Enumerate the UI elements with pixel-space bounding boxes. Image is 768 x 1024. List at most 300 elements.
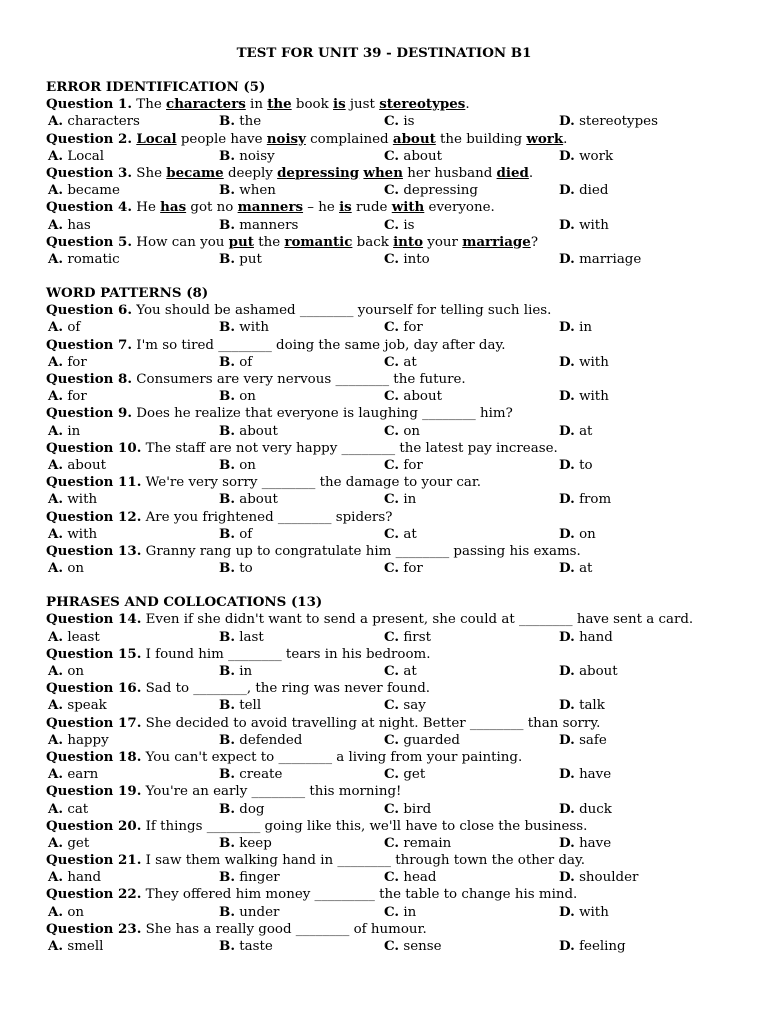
option-letter: A.: [48, 697, 64, 714]
option-letter: B.: [219, 869, 235, 886]
option-text: at: [579, 561, 593, 577]
answer-option-d: [559, 388, 609, 405]
question-number: Question 18.: [46, 748, 142, 765]
option-text: with: [579, 217, 609, 233]
option-letter: B.: [219, 422, 235, 439]
answer-option-a: [48, 354, 87, 371]
answer-option-c: [384, 354, 417, 371]
option-letter: D.: [559, 182, 575, 199]
option-text: at: [403, 664, 417, 679]
option-text: Local: [67, 148, 105, 164]
answer-option-b: [219, 526, 252, 543]
option-text: marriage: [579, 251, 642, 267]
underlined-word: put: [228, 233, 254, 250]
underlined-word: romantic: [284, 233, 353, 250]
question-line: [46, 680, 736, 697]
underlined-word: is: [333, 96, 346, 113]
question-number: Question 5.: [46, 233, 133, 250]
question-text: the: [253, 234, 285, 250]
option-letter: C.: [384, 903, 400, 920]
answer-option-d: [559, 182, 608, 199]
option-letter: A.: [48, 422, 64, 439]
option-letter: C.: [384, 766, 400, 783]
question-line: [46, 783, 736, 800]
question-text: If things ________ going like this, we'll have to close the business.: [141, 818, 588, 834]
underlined-word: is: [339, 199, 352, 216]
question-number: Question 23.: [46, 920, 142, 937]
question-number: Question 7.: [46, 336, 133, 353]
answer-option-d: [559, 766, 611, 783]
option-letter: A.: [48, 560, 64, 577]
option-text: on: [67, 664, 85, 679]
option-letter: D.: [559, 800, 575, 817]
question-text: her husband: [402, 165, 497, 181]
question-text: in: [245, 97, 268, 113]
option-text: to: [239, 561, 253, 577]
answer-option-c: [384, 457, 423, 474]
question-text: the building: [435, 131, 527, 147]
option-text: to: [579, 457, 593, 473]
option-letter: A.: [48, 182, 64, 199]
section-heading: WORD PATTERNS (8): [46, 285, 209, 302]
option-letter: C.: [384, 113, 400, 130]
option-letter: C.: [384, 800, 400, 817]
option-text: of: [239, 526, 253, 542]
answer-option-b: [219, 801, 264, 818]
option-letter: D.: [559, 869, 575, 886]
question-text: Are you frightened ________ spiders?: [141, 509, 393, 525]
question-text: Consumers are very nervous ________ the future.: [132, 372, 466, 387]
answer-option-b: [219, 904, 279, 921]
option-letter: D.: [559, 388, 575, 405]
question-line: [46, 165, 736, 182]
option-letter: B.: [219, 388, 235, 405]
question-text: .: [563, 131, 568, 147]
answer-option-d: [559, 938, 626, 955]
answer-option-c: [384, 319, 423, 336]
option-letter: A.: [48, 353, 64, 370]
option-letter: C.: [384, 216, 400, 233]
options-row: [46, 938, 736, 955]
question-number: Question 8.: [46, 371, 133, 387]
question-number: Question 12.: [46, 508, 142, 525]
question-number: Question 11.: [46, 474, 142, 491]
question-text: We're very sorry ________ the damage to your car.: [141, 475, 482, 491]
question-text: book: [291, 97, 333, 113]
underlined-word: depressing: [277, 164, 360, 181]
question-text: She decided to avoid travelling at night. Better ________ than sorry.: [141, 715, 601, 731]
option-text: keep: [239, 835, 272, 851]
option-letter: C.: [384, 628, 400, 645]
option-text: with: [67, 526, 98, 542]
question-text: The staff are not very happy ________ the latest pay increase.: [141, 440, 558, 456]
option-letter: C.: [384, 731, 400, 748]
answer-option-c: [384, 904, 416, 921]
option-letter: D.: [559, 628, 575, 645]
option-text: head: [403, 870, 437, 886]
answer-option-b: [219, 560, 253, 577]
question-line: [46, 234, 736, 251]
question-text: people have: [176, 131, 267, 147]
answer-option-a: [48, 388, 87, 405]
answer-option-b: [219, 457, 256, 474]
option-text: safe: [579, 732, 607, 748]
option-letter: D.: [559, 834, 575, 851]
option-text: into: [403, 251, 430, 267]
options-row: [46, 732, 736, 749]
options-row: [46, 801, 736, 818]
answer-option-c: [384, 560, 423, 577]
question-line: [46, 818, 736, 835]
options-row: [46, 388, 736, 405]
answer-option-d: [559, 217, 609, 234]
answer-option-c: [384, 869, 436, 886]
option-text: shoulder: [579, 870, 639, 886]
option-text: say: [403, 698, 426, 714]
question-text: He: [132, 200, 161, 216]
question-number: Question 1.: [46, 96, 133, 113]
answer-option-b: [219, 423, 278, 440]
question-text: I saw them walking hand in ________ through town the other day.: [141, 853, 586, 869]
question-text: everyone.: [424, 200, 495, 216]
answer-option-a: [48, 148, 104, 165]
question-text: complained: [305, 131, 393, 147]
question-text: I found him ________ tears in his bedroom.: [141, 646, 431, 662]
option-letter: D.: [559, 697, 575, 714]
answer-option-a: [48, 560, 84, 577]
option-text: finger: [239, 870, 280, 886]
options-row: [46, 526, 736, 543]
option-letter: A.: [48, 113, 64, 130]
option-letter: A.: [48, 903, 64, 920]
question-text: got no: [186, 200, 238, 216]
option-text: get: [67, 835, 90, 851]
option-text: first: [403, 629, 431, 645]
option-letter: D.: [559, 456, 575, 473]
question-text: She: [132, 165, 167, 181]
option-text: hand: [579, 629, 613, 645]
option-text: is: [403, 114, 415, 130]
option-letter: D.: [559, 903, 575, 920]
option-text: with: [579, 389, 609, 405]
question-text: I'm so tired ________ doing the same job, day after day.: [132, 337, 506, 353]
answer-option-b: [219, 319, 269, 336]
option-text: on: [67, 561, 85, 577]
question-line: [46, 646, 736, 663]
question-line: [46, 337, 736, 354]
option-letter: C.: [384, 560, 400, 577]
option-text: on: [239, 389, 256, 405]
underlined-word: has: [160, 199, 187, 216]
option-letter: C.: [384, 319, 400, 336]
answer-option-c: [384, 423, 420, 440]
answer-option-c: [384, 697, 426, 714]
option-text: about: [67, 457, 106, 473]
underlined-word: noisy: [266, 130, 306, 147]
section: [46, 594, 736, 955]
option-letter: B.: [219, 628, 235, 645]
question-text: You're an early ________ this morning!: [141, 784, 402, 800]
option-text: about: [579, 664, 618, 679]
option-letter: A.: [48, 834, 64, 851]
answer-option-b: [219, 388, 256, 405]
option-text: hand: [67, 870, 102, 886]
option-text: about: [403, 148, 442, 164]
option-text: bird: [403, 801, 432, 817]
section-heading: PHRASES AND COLLOCATIONS (13): [46, 594, 323, 611]
question-number: Question 14.: [46, 611, 142, 628]
answer-option-b: [219, 113, 261, 130]
option-text: in: [239, 664, 253, 679]
question-text: deeply: [223, 165, 278, 181]
option-text: stereotypes: [579, 114, 658, 130]
option-text: of: [67, 320, 81, 336]
option-letter: C.: [384, 938, 400, 954]
answer-option-a: [48, 869, 101, 886]
option-letter: C.: [384, 388, 400, 405]
option-text: cat: [67, 801, 89, 817]
answer-option-d: [559, 113, 658, 130]
option-letter: C.: [384, 147, 400, 164]
option-letter: B.: [219, 216, 235, 233]
option-text: died: [579, 183, 609, 199]
answer-option-c: [384, 148, 442, 165]
option-letter: D.: [559, 663, 575, 679]
options-row: [46, 835, 736, 852]
option-text: under: [239, 904, 280, 920]
option-text: with: [239, 320, 269, 336]
option-text: taste: [239, 939, 273, 954]
option-letter: B.: [219, 938, 235, 954]
question-number: Question 20.: [46, 817, 142, 834]
option-text: on: [579, 526, 596, 542]
option-letter: B.: [219, 319, 235, 336]
answer-option-d: [559, 251, 641, 268]
answer-option-b: [219, 869, 280, 886]
option-text: in: [579, 320, 592, 336]
option-text: last: [239, 629, 264, 645]
question-number: Question 9.: [46, 405, 133, 422]
answer-option-d: [559, 835, 611, 852]
option-text: for: [67, 389, 87, 405]
underlined-word: died: [496, 164, 529, 181]
option-letter: C.: [384, 353, 400, 370]
option-text: for: [403, 457, 423, 473]
answer-option-b: [219, 732, 302, 749]
answer-option-b: [219, 217, 298, 234]
option-text: with: [579, 354, 609, 370]
answer-option-b: [219, 148, 275, 165]
answer-option-b: [219, 697, 261, 714]
option-text: about: [239, 423, 278, 439]
option-text: for: [67, 354, 87, 370]
answer-option-b: [219, 663, 252, 680]
options-row: [46, 251, 736, 268]
answer-option-d: [559, 697, 605, 714]
question-number: Question 17.: [46, 714, 142, 731]
section-heading: ERROR IDENTIFICATION (5): [46, 79, 266, 95]
answer-option-c: [384, 217, 415, 234]
question-number: Question 4.: [46, 199, 133, 216]
question-text: rude: [351, 200, 392, 216]
options-row: [46, 766, 736, 783]
answer-option-d: [559, 457, 593, 474]
question-number: Question 16.: [46, 680, 142, 697]
answer-option-a: [48, 938, 103, 955]
answer-option-d: [559, 319, 592, 336]
answer-option-a: [48, 835, 89, 852]
answer-option-c: [384, 801, 431, 818]
answer-option-a: [48, 663, 84, 680]
option-letter: D.: [559, 938, 575, 954]
answer-option-d: [559, 423, 592, 440]
answer-option-a: [48, 113, 140, 130]
option-text: noisy: [239, 148, 275, 164]
option-letter: B.: [219, 456, 235, 473]
option-letter: C.: [384, 456, 400, 473]
option-letter: B.: [219, 250, 235, 267]
option-text: for: [403, 320, 423, 336]
answer-option-d: [559, 801, 612, 818]
answer-option-a: [48, 251, 120, 268]
underlined-word: stereotypes: [379, 96, 466, 113]
option-letter: B.: [219, 182, 235, 199]
section: [46, 285, 736, 577]
question-line: [46, 96, 736, 113]
underlined-word: about: [392, 130, 436, 147]
option-letter: A.: [48, 491, 64, 508]
option-text: manners: [239, 217, 299, 233]
option-text: about: [239, 492, 278, 508]
option-letter: A.: [48, 663, 64, 679]
answer-option-a: [48, 697, 107, 714]
answer-option-a: [48, 457, 106, 474]
option-letter: A.: [48, 250, 64, 267]
option-text: on: [403, 423, 421, 439]
option-text: least: [67, 629, 100, 645]
answer-option-c: [384, 938, 442, 955]
option-text: have: [579, 767, 612, 783]
option-text: remain: [403, 835, 452, 851]
question-number: Question 3.: [46, 164, 133, 181]
option-letter: B.: [219, 560, 235, 577]
option-letter: D.: [559, 353, 575, 370]
options-row: [46, 319, 736, 336]
underlined-word: Local: [136, 130, 177, 147]
option-text: guarded: [403, 732, 461, 748]
option-text: get: [403, 767, 426, 783]
answer-option-d: [559, 904, 609, 921]
answer-option-c: [384, 629, 431, 646]
option-letter: A.: [48, 869, 64, 886]
answer-option-c: [384, 835, 451, 852]
options-row: [46, 457, 736, 474]
answer-option-c: [384, 491, 416, 508]
question-text: She has a really good ________ of humour.: [141, 921, 427, 937]
option-letter: D.: [559, 250, 575, 267]
underlined-word: into: [393, 233, 424, 250]
answer-option-b: [219, 938, 273, 955]
option-letter: B.: [219, 731, 235, 748]
underlined-word: the: [267, 96, 292, 113]
answer-option-d: [559, 869, 638, 886]
option-text: with: [579, 904, 609, 920]
answer-option-a: [48, 629, 100, 646]
option-letter: D.: [559, 319, 575, 336]
options-row: [46, 697, 736, 714]
option-letter: D.: [559, 113, 575, 130]
option-letter: B.: [219, 525, 235, 542]
option-letter: D.: [559, 216, 575, 233]
question-line: [46, 886, 736, 903]
option-text: in: [403, 492, 417, 508]
question-line: [46, 302, 736, 319]
option-text: characters: [67, 114, 140, 130]
question-text: They offered him money _________ the table to change his mind.: [141, 887, 578, 903]
option-letter: A.: [48, 525, 64, 542]
option-letter: D.: [559, 560, 575, 577]
option-letter: B.: [219, 697, 235, 714]
option-text: on: [239, 457, 256, 473]
option-text: in: [67, 423, 81, 439]
question-text: How can you: [132, 234, 229, 250]
option-letter: B.: [219, 800, 235, 817]
question-text: ?: [530, 234, 538, 250]
question-text: .: [528, 165, 534, 181]
question-text: back: [352, 234, 394, 250]
answer-option-c: [384, 732, 460, 749]
option-letter: B.: [219, 766, 235, 783]
underlined-word: marriage: [462, 233, 531, 250]
sections-container: [0, 79, 768, 955]
option-letter: A.: [48, 628, 64, 645]
answer-option-a: [48, 182, 120, 199]
underlined-word: manners: [237, 199, 304, 216]
question-line: [46, 405, 736, 422]
question-number: Question 19.: [46, 783, 142, 800]
question-text: your: [423, 234, 463, 250]
option-text: smell: [67, 939, 104, 954]
options-row: [46, 113, 736, 130]
option-text: from: [579, 492, 612, 508]
option-letter: A.: [48, 147, 64, 164]
option-letter: B.: [219, 113, 235, 130]
answer-option-c: [384, 766, 425, 783]
option-text: feeling: [579, 939, 626, 954]
option-letter: A.: [48, 938, 64, 954]
option-text: work: [579, 148, 614, 164]
question-text: just: [345, 97, 380, 113]
answer-option-b: [219, 766, 282, 783]
answer-option-d: [559, 629, 613, 646]
answer-option-b: [219, 835, 272, 852]
options-row: [46, 148, 736, 165]
answer-option-c: [384, 113, 415, 130]
question-text: You should be ashamed ________ yourself for telling such lies.: [132, 303, 552, 319]
options-row: [46, 354, 736, 371]
question-number: Question 13.: [46, 542, 142, 559]
answer-option-a: [48, 491, 97, 508]
option-text: earn: [67, 767, 99, 783]
question-text: Does he realize that everyone is laughing ________ him?: [132, 406, 513, 422]
question-line: [46, 749, 736, 766]
question-text: The: [132, 97, 167, 113]
answer-option-b: [219, 354, 252, 371]
question-text: You can't expect to ________ a living from your painting.: [141, 749, 523, 765]
option-text: on: [67, 904, 85, 920]
option-letter: D.: [559, 491, 575, 508]
option-text: speak: [67, 698, 107, 714]
